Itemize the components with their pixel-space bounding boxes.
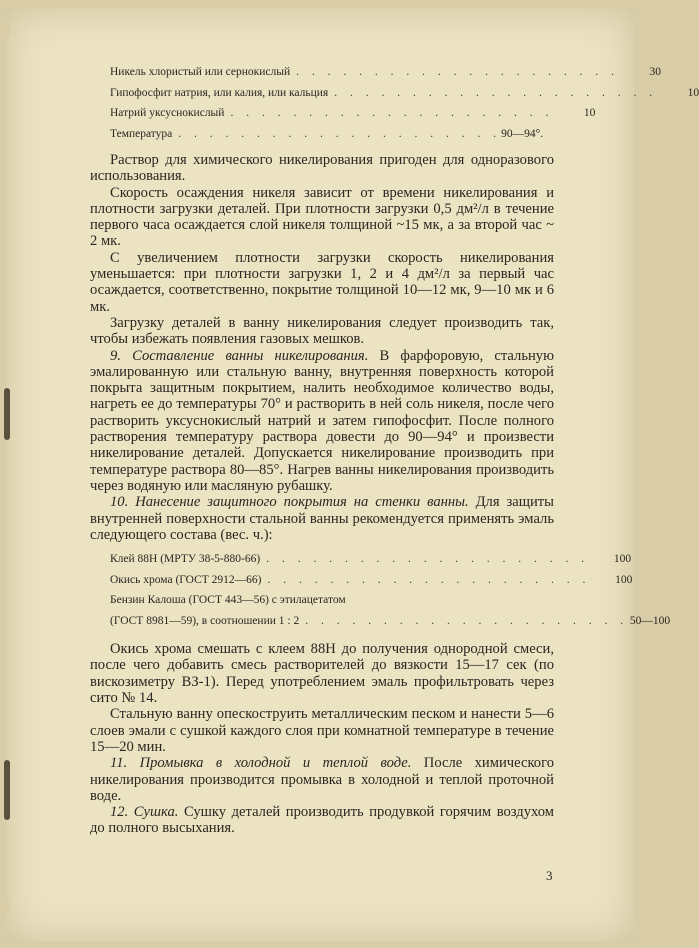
paragraph: Окись хрома смешать с клеем 88Н до получения однородной смеси, после чего добавить смесь растворителей до вязкости 15—17 сек (по вискозиметру ВЗ-1). Перед употреблением эмаль профильтровать через сито № 14. (90, 641, 554, 707)
leader-dots: . . . . . . . . . . . . . . . . . . . . . (305, 614, 629, 627)
leader-dots: . . . . . . . . . . . . . . . . . . . . . (296, 66, 620, 78)
component-name: (ГОСТ 8981—59), в соотношении 1 : 2 (110, 614, 300, 627)
component-value: 10 (583, 107, 596, 119)
component-name: Бензин Калоша (ГОСТ 443—56) с этилацетатом (110, 594, 346, 607)
leader-dots: . . . . . . . . . . . . . . . . . . . . . (230, 107, 554, 119)
page-content (90, 62, 699, 837)
component-name: Клей 88Н (МРТУ 38-5-880-66) (110, 553, 261, 566)
component-value: 50—100 (629, 614, 671, 627)
composition-table (110, 62, 699, 144)
leader-dots: . . . . . . . . . . . . . . . . . . . . . (267, 573, 591, 586)
table-row (110, 103, 596, 124)
paragraph-text: Для защиты внутренней поверхности стальной ванны рекомендуется применять эмаль следующего состава (вес. ч.): (90, 494, 554, 543)
section-heading: 12. Сушка. (110, 804, 179, 821)
leader-dots: . . . . . . . . . . . . . . . . . . . . . (178, 127, 502, 140)
table-row (110, 590, 536, 611)
component-name: Никель хлористый или сернокислый (110, 66, 291, 78)
paragraph: Загрузку деталей в ванну никелирования следует производить так, чтобы избежать появления газовых мешков. (90, 314, 554, 348)
table-row (110, 549, 632, 570)
table-row (110, 62, 662, 83)
table-row (110, 570, 633, 591)
leader-dots: . . . . . . . . . . . . . . . . . . . . . (266, 553, 590, 566)
component-name: Температура (110, 127, 173, 140)
paragraph: С увеличением плотности загрузки скорость никелирования уменьшается: при плотности загрузки 1, 2 и 4 дм²/л за первый час осаждается, соответственно, покрытие толщиной 10—12 мк, 9—10 мк и 6 мк. (90, 249, 554, 315)
table-row (110, 611, 671, 632)
paragraph: Скорость осаждения никеля зависит от времени никелирования и плотности загрузки деталей. При плотности загрузки 0,5 дм²/л в течение первого часа осаждается слой никеля толщиной ~15 мк, а за второй час ~ 2 мк. (90, 184, 554, 250)
component-value: 100 (613, 553, 632, 566)
component-name: Натрий уксуснокислый (110, 107, 225, 119)
staple (4, 760, 10, 820)
component-value: 100 (615, 573, 633, 586)
table-row (110, 83, 699, 104)
paragraph (90, 494, 554, 543)
section-heading: 9. Составление ванны никелирования. (110, 347, 369, 364)
paragraph-text: Сушку деталей производить продувкой горячим воздухом до полного высыхания. (90, 804, 555, 837)
paragraph: Стальную ванну опескоструить металлическим песком и нанести 5—6 слоев эмали с сушкой каждого слоя при комнатной температуре в течение 15—20 мин. (90, 706, 554, 755)
paragraph: Раствор для химического никелирования пригоден для одноразового использования. (90, 152, 554, 185)
enamel-table (110, 549, 671, 631)
component-value: 30 (649, 66, 662, 78)
component-value: 90—94°. (501, 127, 544, 140)
section-heading: 11. Промывка в холодной и теплой воде. (110, 755, 412, 772)
component-value: 10 (687, 86, 699, 99)
staple (4, 388, 10, 440)
table-row (110, 124, 544, 145)
component-name: Гипофосфит натрия, или калия, или кальция (110, 86, 329, 99)
paragraph (90, 755, 554, 804)
paragraph (90, 804, 554, 837)
leader-dots: . . . . . . . . . . . . . . . . . . . . . (334, 86, 658, 99)
component-name: Окись хрома (ГОСТ 2912—66) (110, 573, 262, 586)
paragraph-text: После химического никелирования производится промывка в холодной и теплой проточной воде. (90, 755, 555, 804)
paragraph-text: В фарфоровую, стальную эмалированную или стальную ванну, внутренняя поверхность которой покрыта защитным покрытием, налить необходимое количество воды, нагреть ее до температуры 70° и растворить в ней соль никеля, после чего растворить уксуснокислый натрий и затем гипофосфит. После полного растворения температуру раствора довести до 90—94° и произвести никелирование деталей. Допускается никелирование производить при температуре раствора 80—85°. Нагрев ванны никелирования производить через водяную или масляную рубашку. (90, 347, 554, 494)
section-heading: 10. Нанесение защитного покрытия на стенки ванны. (110, 494, 469, 511)
page-number: 3 (546, 868, 553, 883)
paragraph (90, 348, 554, 495)
